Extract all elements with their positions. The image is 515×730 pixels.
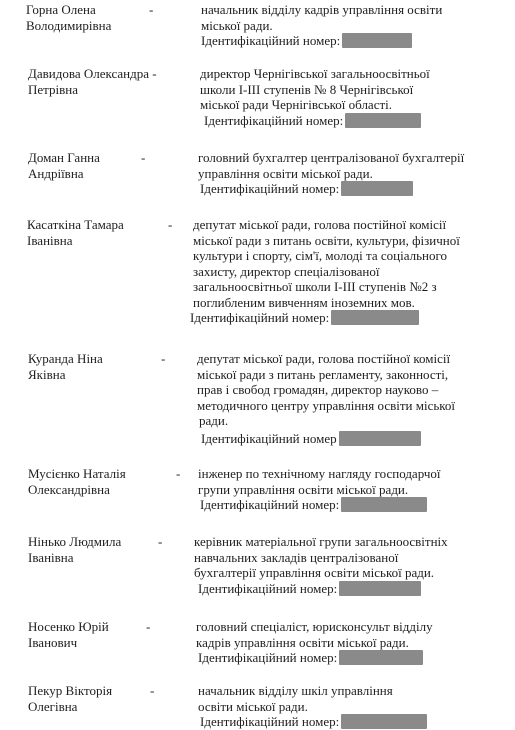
id-label: Ідентифікаційний номер: — [204, 112, 344, 128]
person-position — [201, 2, 511, 49]
position-line: поглибленим вивченням іноземних мов. — [193, 294, 415, 310]
person-position — [194, 534, 504, 596]
person-name — [28, 534, 163, 565]
position-line: школи І-ІІІ ступенів № 8 Чернігівської — [200, 81, 414, 97]
name-line: Петрівна — [28, 81, 78, 97]
position-line: начальник відділу шкіл управління — [198, 683, 393, 698]
position-line: методичного центру управління освіти міської — [197, 397, 456, 413]
position-line: бухгалтерії управління освіти міської ради. — [194, 565, 435, 580]
id-label: Ідентифікаційний номер: — [198, 650, 338, 665]
redaction-box — [339, 650, 423, 665]
dash: - — [141, 150, 146, 165]
name-line: Нінько Людмила — [28, 534, 122, 549]
id-line — [198, 181, 508, 197]
person-position — [196, 619, 506, 666]
id-line — [198, 497, 508, 513]
name-line: Касаткіна Тамара — [27, 217, 124, 232]
name-line: Іванівна — [28, 549, 74, 565]
person-name — [28, 466, 163, 497]
person-position — [190, 217, 503, 326]
person-name — [28, 683, 163, 714]
position-line: кадрів управління освіти міської ради. — [196, 634, 409, 650]
position-line: міської ради Чернігівської області. — [200, 97, 393, 112]
position-line: прав і свобод громадян, директор науково – — [197, 382, 439, 397]
id-line — [198, 714, 508, 730]
position-line: начальник відділу кадрів управління освіти — [201, 2, 443, 17]
id-line — [201, 33, 511, 49]
id-label: Ідентифікаційний номер: — [201, 33, 341, 48]
position-line: головний бухгалтер централізованої бухгалтерії — [198, 150, 465, 165]
name-line: Андріївна — [28, 165, 84, 181]
redaction-box — [345, 113, 421, 128]
name-line: Давидова Олександра - — [28, 66, 157, 81]
position-line: директор Чернігівської загальноосвітньої — [200, 66, 430, 81]
name-line: Пекур Вікторія — [28, 683, 113, 698]
redaction-box — [341, 181, 413, 196]
position-line: загальноосвітньої школи І-ІІІ ступенів №2 з — [193, 279, 437, 294]
dash: - — [149, 2, 154, 17]
name-line: Іванович — [28, 634, 78, 650]
position-line: групи управління освіти міської ради. — [198, 481, 409, 497]
id-label: Ідентифікаційний номер — [201, 430, 337, 446]
person-position — [200, 66, 510, 128]
name-line: Іванівна — [27, 232, 73, 248]
position-line: міської ради з питань освіти, культури, фізичної — [193, 232, 460, 248]
position-line: керівник матеріальної групи загальноосвітніх — [194, 534, 448, 549]
id-label: Ідентифікаційний номер: — [200, 181, 340, 196]
name-line: Олегівна — [28, 698, 78, 714]
position-line: інженер по технічному нагляду господарчої — [198, 466, 441, 481]
person-position — [197, 351, 507, 446]
redaction-box — [331, 310, 419, 325]
position-line: міської ради з питань регламенту, законності, — [197, 366, 449, 382]
position-line: навчальних закладів централізованої — [194, 549, 399, 565]
redaction-box — [339, 431, 421, 446]
position-line: культури і спорту, сім'ї, молоді та соціального — [193, 248, 447, 263]
name-line: Горна Олена — [26, 2, 96, 17]
id-line — [197, 431, 507, 447]
id-label: Ідентифікаційний номер: — [200, 497, 340, 512]
person-name — [26, 2, 161, 33]
dash: - — [168, 217, 173, 232]
redaction-box — [342, 33, 412, 48]
redaction-box — [339, 581, 421, 596]
dash: - — [161, 351, 166, 366]
position-line: захисту, директор спеціалізованої — [193, 263, 380, 279]
name-line: Мусієнко Наталія — [28, 466, 126, 481]
position-line: ради. — [199, 413, 229, 428]
position-line: депутат міської ради, голова постійної комісії — [193, 217, 447, 232]
person-position — [198, 150, 508, 197]
position-line: управління освіти міської ради. — [198, 165, 373, 181]
person-name — [28, 619, 163, 650]
person-name — [27, 217, 162, 248]
name-line: Носенко Юрій — [28, 619, 109, 634]
position-line: освіти міської ради. — [198, 698, 308, 714]
name-line: Яківна — [28, 366, 66, 382]
id-label: Ідентифікаційний номер: — [190, 310, 330, 325]
person-name — [28, 351, 166, 382]
position-line: головний спеціаліст, юрисконсульт відділу — [196, 619, 433, 634]
dash: - — [158, 534, 163, 549]
person-position — [198, 683, 508, 730]
dash: - — [150, 683, 155, 698]
person-position — [198, 466, 508, 513]
dash: - — [176, 466, 181, 481]
dash: - — [146, 619, 151, 634]
redaction-box — [341, 714, 427, 729]
person-name — [28, 66, 188, 97]
id-line — [194, 581, 504, 597]
name-line: Доман Ганна — [28, 150, 100, 165]
id-line — [190, 310, 503, 326]
name-line: Куранда Ніна — [28, 351, 103, 366]
name-line: Олександрівна — [28, 481, 110, 497]
position-line: депутат міської ради, голова постійної комісії — [197, 351, 451, 366]
id-label: Ідентифікаційний номер: — [198, 580, 338, 596]
redaction-box — [341, 497, 427, 512]
id-line — [200, 113, 510, 129]
name-line: Володимирівна — [26, 17, 112, 33]
id-label: Ідентифікаційний номер: — [200, 714, 340, 729]
id-line — [196, 650, 506, 666]
position-line: міської ради. — [201, 17, 273, 33]
